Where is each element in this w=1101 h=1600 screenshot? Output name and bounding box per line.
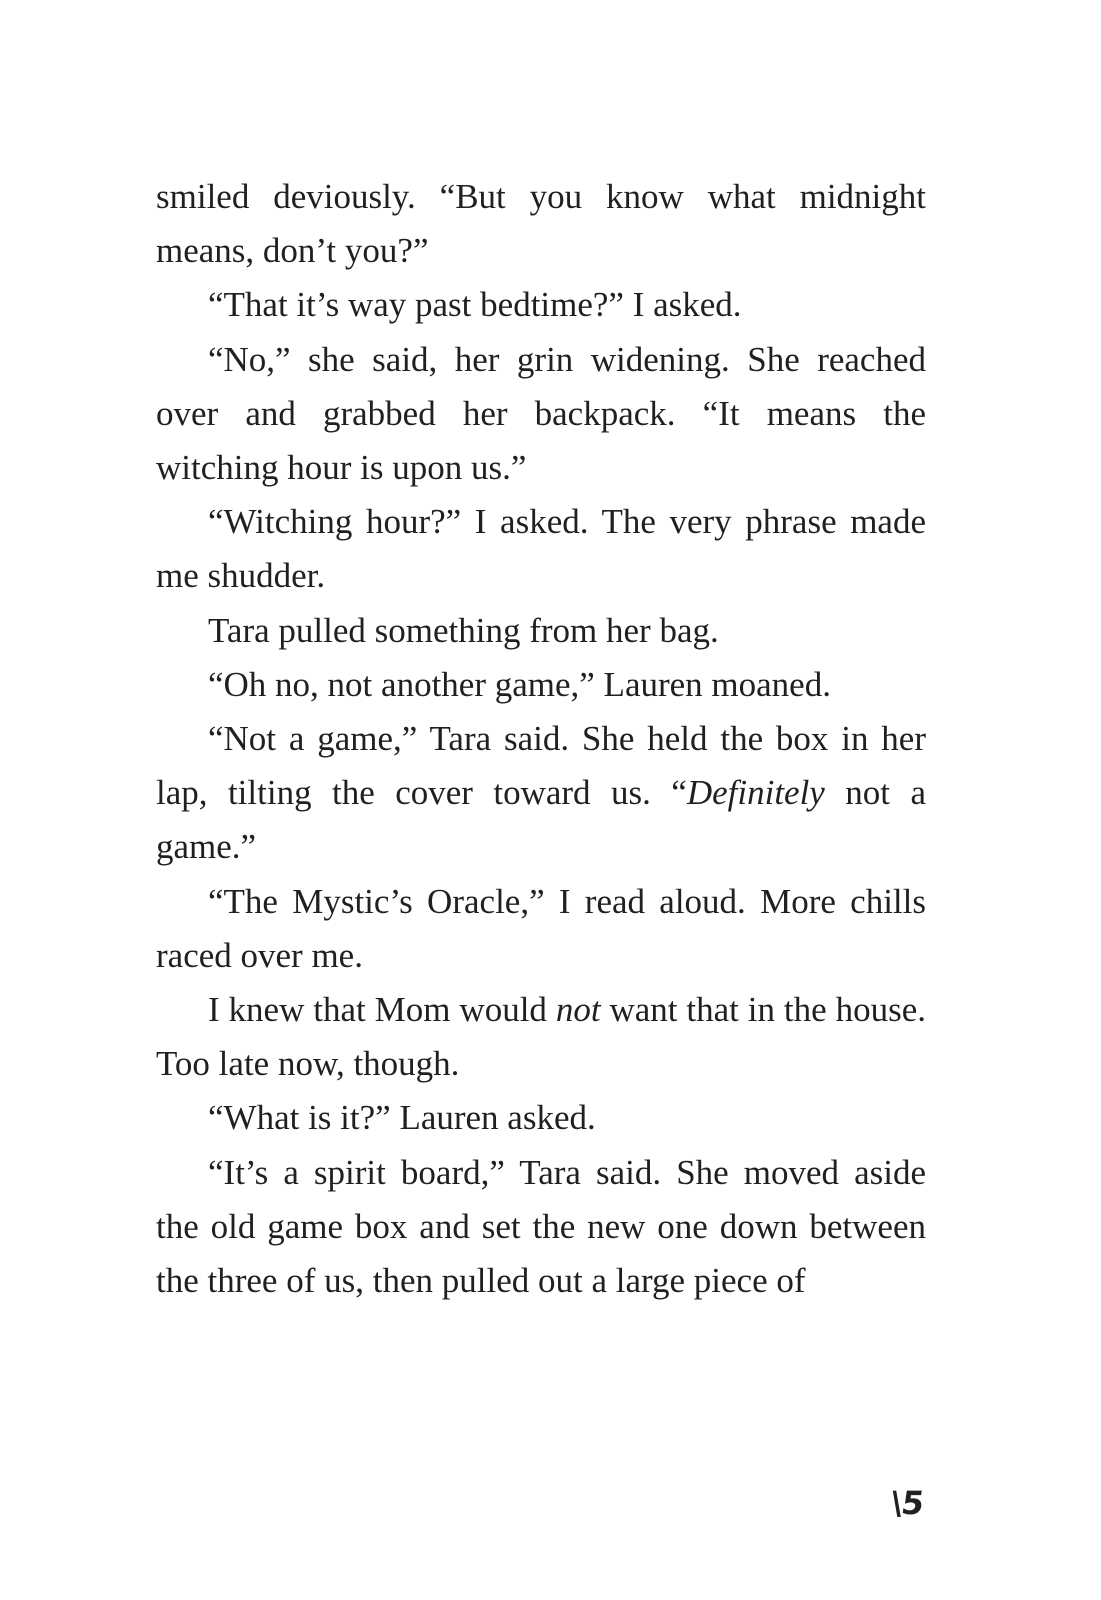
paragraph-3: “No,” she said, her grin widening. She reached over and grabbed her backpack. “It means the witching hour is upon us.” <box>156 339 926 488</box>
paragraph-11: “It’s a spirit board,” Tara said. She moved aside the old game box and set the new one down between the three of us, then pulled out a large piece of <box>156 1152 926 1301</box>
paragraph-4: “Witching hour?” I asked. The very phrase made me shudder. <box>156 502 926 596</box>
paragraph-6: “Oh no, not another game,” Lauren moaned. <box>208 664 831 704</box>
paragraph-9-before: I knew that Mom would <box>208 990 556 1030</box>
paragraph-9 <box>156 983 926 1091</box>
page-number: \5 <box>888 1484 926 1522</box>
paragraph-10: “What is it?” Lauren asked. <box>208 1098 596 1138</box>
paragraph-9-emphasis: not <box>555 990 601 1030</box>
paragraph-1: smiled deviously. “But you know what midnight means, don’t you?” <box>156 177 926 271</box>
paragraph-2: “That it’s way past bedtime?” I asked. <box>208 285 742 325</box>
paragraph-5: Tara pulled something from her bag. <box>208 610 719 650</box>
paragraph-7 <box>156 712 926 875</box>
body-text <box>156 170 926 1308</box>
paragraph-7-before: “Not a game,” Tara said. She held the box in her lap, tilting the cover toward us. “ <box>156 719 926 813</box>
paragraph-7-after: not a game.” <box>156 773 926 867</box>
paragraph-7-emphasis: Definitely <box>686 773 825 813</box>
paragraph-8: “The Mystic’s Oracle,” I read aloud. More chills raced over me. <box>156 881 926 975</box>
paragraph-9-after: want that in the house. Too late now, though. <box>156 990 926 1084</box>
